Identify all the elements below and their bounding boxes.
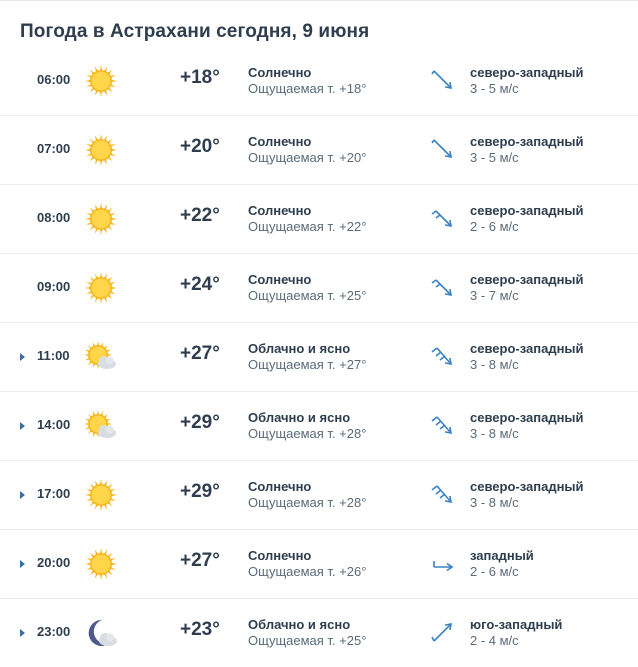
- wind-arrow-strong-northwest-icon: [430, 481, 456, 507]
- wind-arrow-strong-northwest-icon: [430, 343, 456, 369]
- forecast-time: 07:00: [37, 141, 71, 156]
- forecast-row[interactable]: [0, 530, 638, 599]
- forecast-condition: Солнечно: [248, 548, 312, 563]
- forecast-temperature: +18°: [180, 67, 220, 88]
- forecast-temperature: +20°: [180, 136, 220, 157]
- expand-arrow-icon[interactable]: [20, 629, 25, 637]
- forecast-feels-like: Ощущаемая т. +26°: [248, 564, 367, 579]
- wind-direction: северо-западный: [470, 410, 584, 425]
- forecast-row[interactable]: [0, 599, 638, 667]
- forecast-feels-like: Ощущаемая т. +25°: [248, 288, 367, 303]
- page-title: Погода в Астрахани сегодня, 9 июня: [20, 21, 370, 42]
- forecast-temperature: +27°: [180, 550, 220, 571]
- forecast-condition: Солнечно: [248, 203, 312, 218]
- forecast-temperature: +24°: [180, 274, 220, 295]
- forecast-time: 11:00: [37, 348, 70, 363]
- forecast-feels-like: Ощущаемая т. +27°: [248, 357, 367, 372]
- wind-speed: 3 - 8 м/с: [470, 495, 519, 510]
- wind-arrow-northwest-icon: [430, 136, 456, 162]
- forecast-feels-like: Ощущаемая т. +28°: [248, 495, 367, 510]
- sun-cloud-icon: [84, 409, 118, 443]
- forecast-condition: Облачно и ясно: [248, 341, 351, 356]
- expand-arrow-icon[interactable]: [20, 491, 25, 499]
- sun-icon: [84, 202, 118, 236]
- forecast-condition: Солнечно: [248, 134, 312, 149]
- wind-direction: северо-западный: [470, 65, 584, 80]
- wind-direction: юго-западный: [470, 617, 563, 632]
- sun-icon: [84, 547, 118, 581]
- forecast-time: 23:00: [37, 624, 71, 639]
- forecast-row: [0, 47, 638, 116]
- sun-cloud-icon: [84, 340, 118, 374]
- forecast-row[interactable]: [0, 323, 638, 392]
- wind-direction: северо-западный: [470, 134, 584, 149]
- forecast-temperature: +27°: [180, 343, 220, 364]
- forecast-feels-like: Ощущаемая т. +28°: [248, 426, 367, 441]
- forecast-time: 08:00: [37, 210, 71, 225]
- wind-arrow-west-icon: [430, 550, 456, 576]
- wind-arrow-northwest-icon: [430, 67, 456, 93]
- wind-speed: 3 - 8 м/с: [470, 357, 519, 372]
- forecast-temperature: +29°: [180, 481, 220, 502]
- wind-speed: 3 - 7 м/с: [470, 288, 519, 303]
- forecast-row: [0, 185, 638, 254]
- forecast-time: 20:00: [37, 555, 71, 570]
- wind-arrow-strong-northwest-icon: [430, 412, 456, 438]
- forecast-condition: Солнечно: [248, 272, 312, 287]
- expand-arrow-icon[interactable]: [20, 560, 25, 568]
- wind-direction: северо-западный: [470, 479, 584, 494]
- forecast-condition: Облачно и ясно: [248, 410, 351, 425]
- wind-direction: западный: [470, 548, 534, 563]
- expand-arrow-icon[interactable]: [20, 353, 25, 361]
- forecast-condition: Солнечно: [248, 65, 312, 80]
- wind-arrow-gust-northwest-icon: [430, 205, 456, 231]
- wind-speed: 3 - 5 м/с: [470, 150, 519, 165]
- forecast-time: 09:00: [37, 279, 71, 294]
- wind-speed: 2 - 6 м/с: [470, 219, 519, 234]
- forecast-feels-like: Ощущаемая т. +22°: [248, 219, 367, 234]
- wind-speed: 3 - 8 м/с: [470, 426, 519, 441]
- forecast-time: 14:00: [37, 417, 71, 432]
- sun-icon: [84, 478, 118, 512]
- wind-speed: 2 - 4 м/с: [470, 633, 519, 648]
- forecast-temperature: +23°: [180, 619, 220, 640]
- wind-speed: 2 - 6 м/с: [470, 564, 519, 579]
- wind-direction: северо-западный: [470, 203, 584, 218]
- hourly-forecast-list: [0, 47, 638, 667]
- forecast-condition: Облачно и ясно: [248, 617, 351, 632]
- forecast-feels-like: Ощущаемая т. +20°: [248, 150, 367, 165]
- expand-arrow-icon[interactable]: [20, 422, 25, 430]
- forecast-time: 06:00: [37, 72, 71, 87]
- forecast-temperature: +22°: [180, 205, 220, 226]
- wind-arrow-southwest-icon: [430, 619, 456, 645]
- wind-arrow-gust-northwest-icon: [430, 274, 456, 300]
- forecast-row: [0, 254, 638, 323]
- forecast-feels-like: Ощущаемая т. +25°: [248, 633, 367, 648]
- wind-direction: северо-западный: [470, 272, 584, 287]
- wind-direction: северо-западный: [470, 341, 584, 356]
- sun-icon: [84, 133, 118, 167]
- moon-cloud-icon: [84, 616, 118, 650]
- forecast-feels-like: Ощущаемая т. +18°: [248, 81, 367, 96]
- wind-speed: 3 - 5 м/с: [470, 81, 519, 96]
- forecast-row[interactable]: [0, 461, 638, 530]
- forecast-temperature: +29°: [180, 412, 220, 433]
- sun-icon: [84, 271, 118, 305]
- forecast-condition: Солнечно: [248, 479, 312, 494]
- forecast-row: [0, 116, 638, 185]
- forecast-time: 17:00: [37, 486, 71, 501]
- sun-icon: [84, 64, 118, 98]
- forecast-row[interactable]: [0, 392, 638, 461]
